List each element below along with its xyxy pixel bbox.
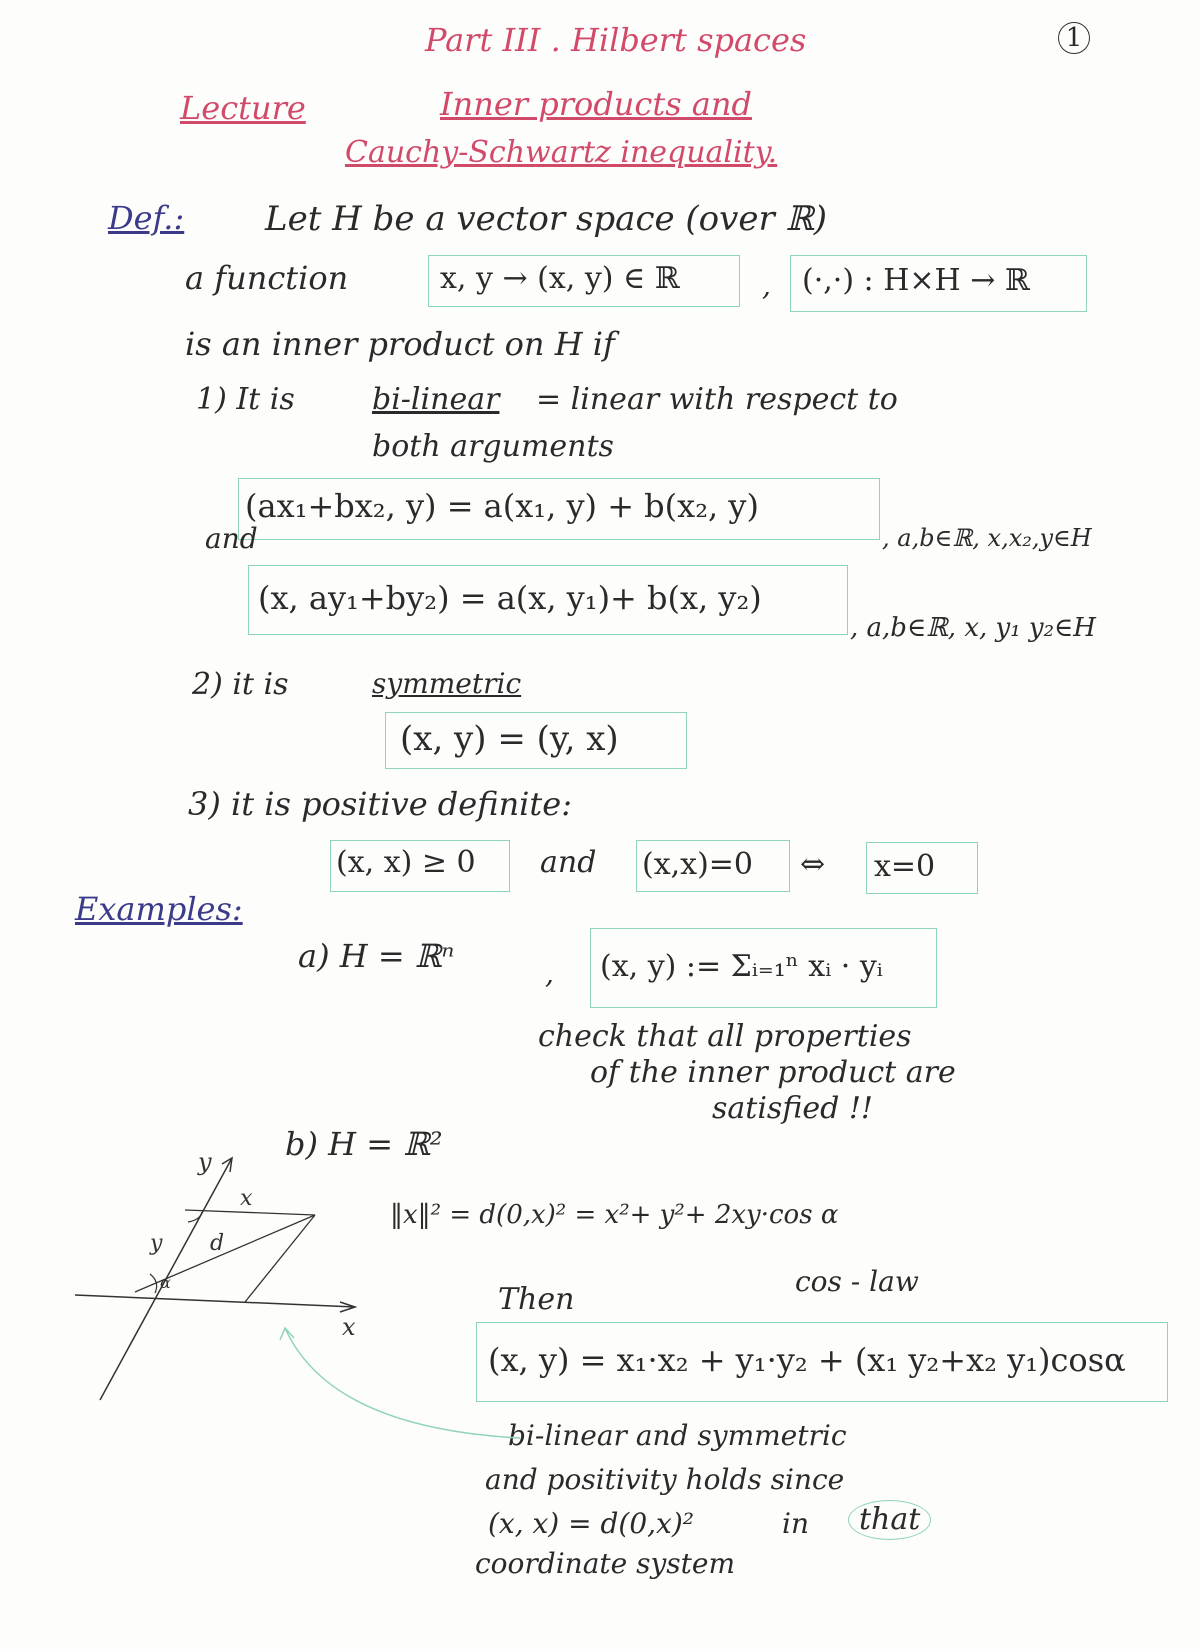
property-2-term: symmetric	[372, 667, 522, 700]
iff-symbol: ⇔	[800, 847, 826, 882]
example-a-label: a) H = ℝⁿ	[298, 937, 455, 975]
example-a-eq: (x, y) := Σᵢ₌₁ⁿ xᵢ · yᵢ	[600, 949, 883, 984]
example-b-note-3-that: that	[848, 1500, 931, 1540]
property-1-desc-2: both arguments	[372, 429, 614, 464]
bilinear-eq-2: (x, ay₁+by₂) = a(x, y₁)+ b(x, y₂)	[258, 579, 762, 617]
positive-eq-3: x=0	[874, 849, 936, 884]
page-number: 1	[1058, 22, 1090, 54]
example-b-norm: ‖x‖² = d(0,x)² = x²+ y²+ 2xy·cos α	[390, 1200, 839, 1230]
cos-law-label: cos - law	[795, 1265, 919, 1298]
example-a-comma: ,	[545, 957, 554, 990]
topic-line-2: Cauchy-Schwartz inequality.	[345, 135, 778, 170]
diagram-axis-x-label: x	[342, 1313, 356, 1341]
example-b-note-1: bi-linear and symmetric	[508, 1419, 847, 1452]
lecture-label: Lecture	[180, 89, 306, 127]
example-b-note-3: (x, x) = d(0,x)²	[488, 1507, 694, 1540]
then-label: Then	[498, 1282, 575, 1317]
and-label: and	[205, 522, 258, 555]
property-1-desc: = linear with respect to	[536, 382, 898, 417]
positive-eq-2: (x,x)=0	[642, 847, 754, 882]
topic-line-1: Inner products and	[440, 85, 752, 123]
func-map: x, y → (x, y) ∈ ℝ	[440, 261, 680, 296]
example-a-note-3: satisfied !!	[712, 1091, 873, 1126]
property-1-prefix: 1) It is	[196, 382, 295, 417]
diagram-x-axis	[75, 1295, 355, 1307]
diagram-vector-x-label: x	[240, 1186, 253, 1211]
example-b-eq: (x, y) = x₁·x₂ + y₁·y₂ + (x₁ y₂+x₂ y₁)cosα	[488, 1341, 1126, 1379]
diagram-right-side	[245, 1215, 315, 1302]
part-title: Part III . Hilbert spaces	[425, 21, 807, 59]
example-b-note-2: and positivity holds since	[485, 1463, 845, 1496]
positive-eq-1: (x, x) ≥ 0	[336, 845, 476, 880]
func-comma: ,	[762, 269, 771, 302]
diagram-angle-arc-top	[188, 1212, 202, 1222]
example-b-note-4: coordinate system	[475, 1547, 736, 1580]
example-b-label: b) H = ℝ²	[285, 1125, 443, 1163]
examples-label: Examples:	[75, 890, 243, 928]
bilinear-eq-2-cond: , a,b∈ℝ, x, y₁ y₂∈H	[850, 613, 1096, 643]
example-a-note-2: of the inner product are	[590, 1055, 956, 1090]
positive-and: and	[540, 845, 597, 880]
diagram-side-y-label: y	[150, 1231, 163, 1256]
func-prefix: a function	[185, 259, 349, 297]
annotation-arrow	[270, 1318, 530, 1458]
diagram-angle-label: α	[160, 1273, 171, 1292]
func-sig: (·,·) : H×H → ℝ	[802, 263, 1030, 298]
example-a-note-1: check that all properties	[538, 1019, 912, 1054]
symmetric-eq: (x, y) = (y, x)	[400, 719, 619, 759]
example-b-note-3-in: in	[782, 1507, 809, 1540]
def-intro: Let H be a vector space (over ℝ)	[265, 199, 828, 239]
is-inner-product: is an inner product on H if	[185, 325, 615, 363]
diagram-axis-y-label: y	[198, 1150, 212, 1176]
property-1-term: bi-linear	[372, 382, 500, 417]
bilinear-eq-1: (ax₁+bx₂, y) = a(x₁, y) + b(x₂, y)	[245, 487, 759, 525]
diagram-diag-d-label: d	[210, 1231, 225, 1256]
bilinear-eq-1-cond: , a,b∈ℝ, x,x₂,y∈H	[882, 524, 1092, 552]
property-3-text: 3) it is positive definite:	[188, 785, 572, 823]
property-2-prefix: 2) it is	[192, 667, 289, 702]
def-label: Def.:	[108, 199, 185, 237]
